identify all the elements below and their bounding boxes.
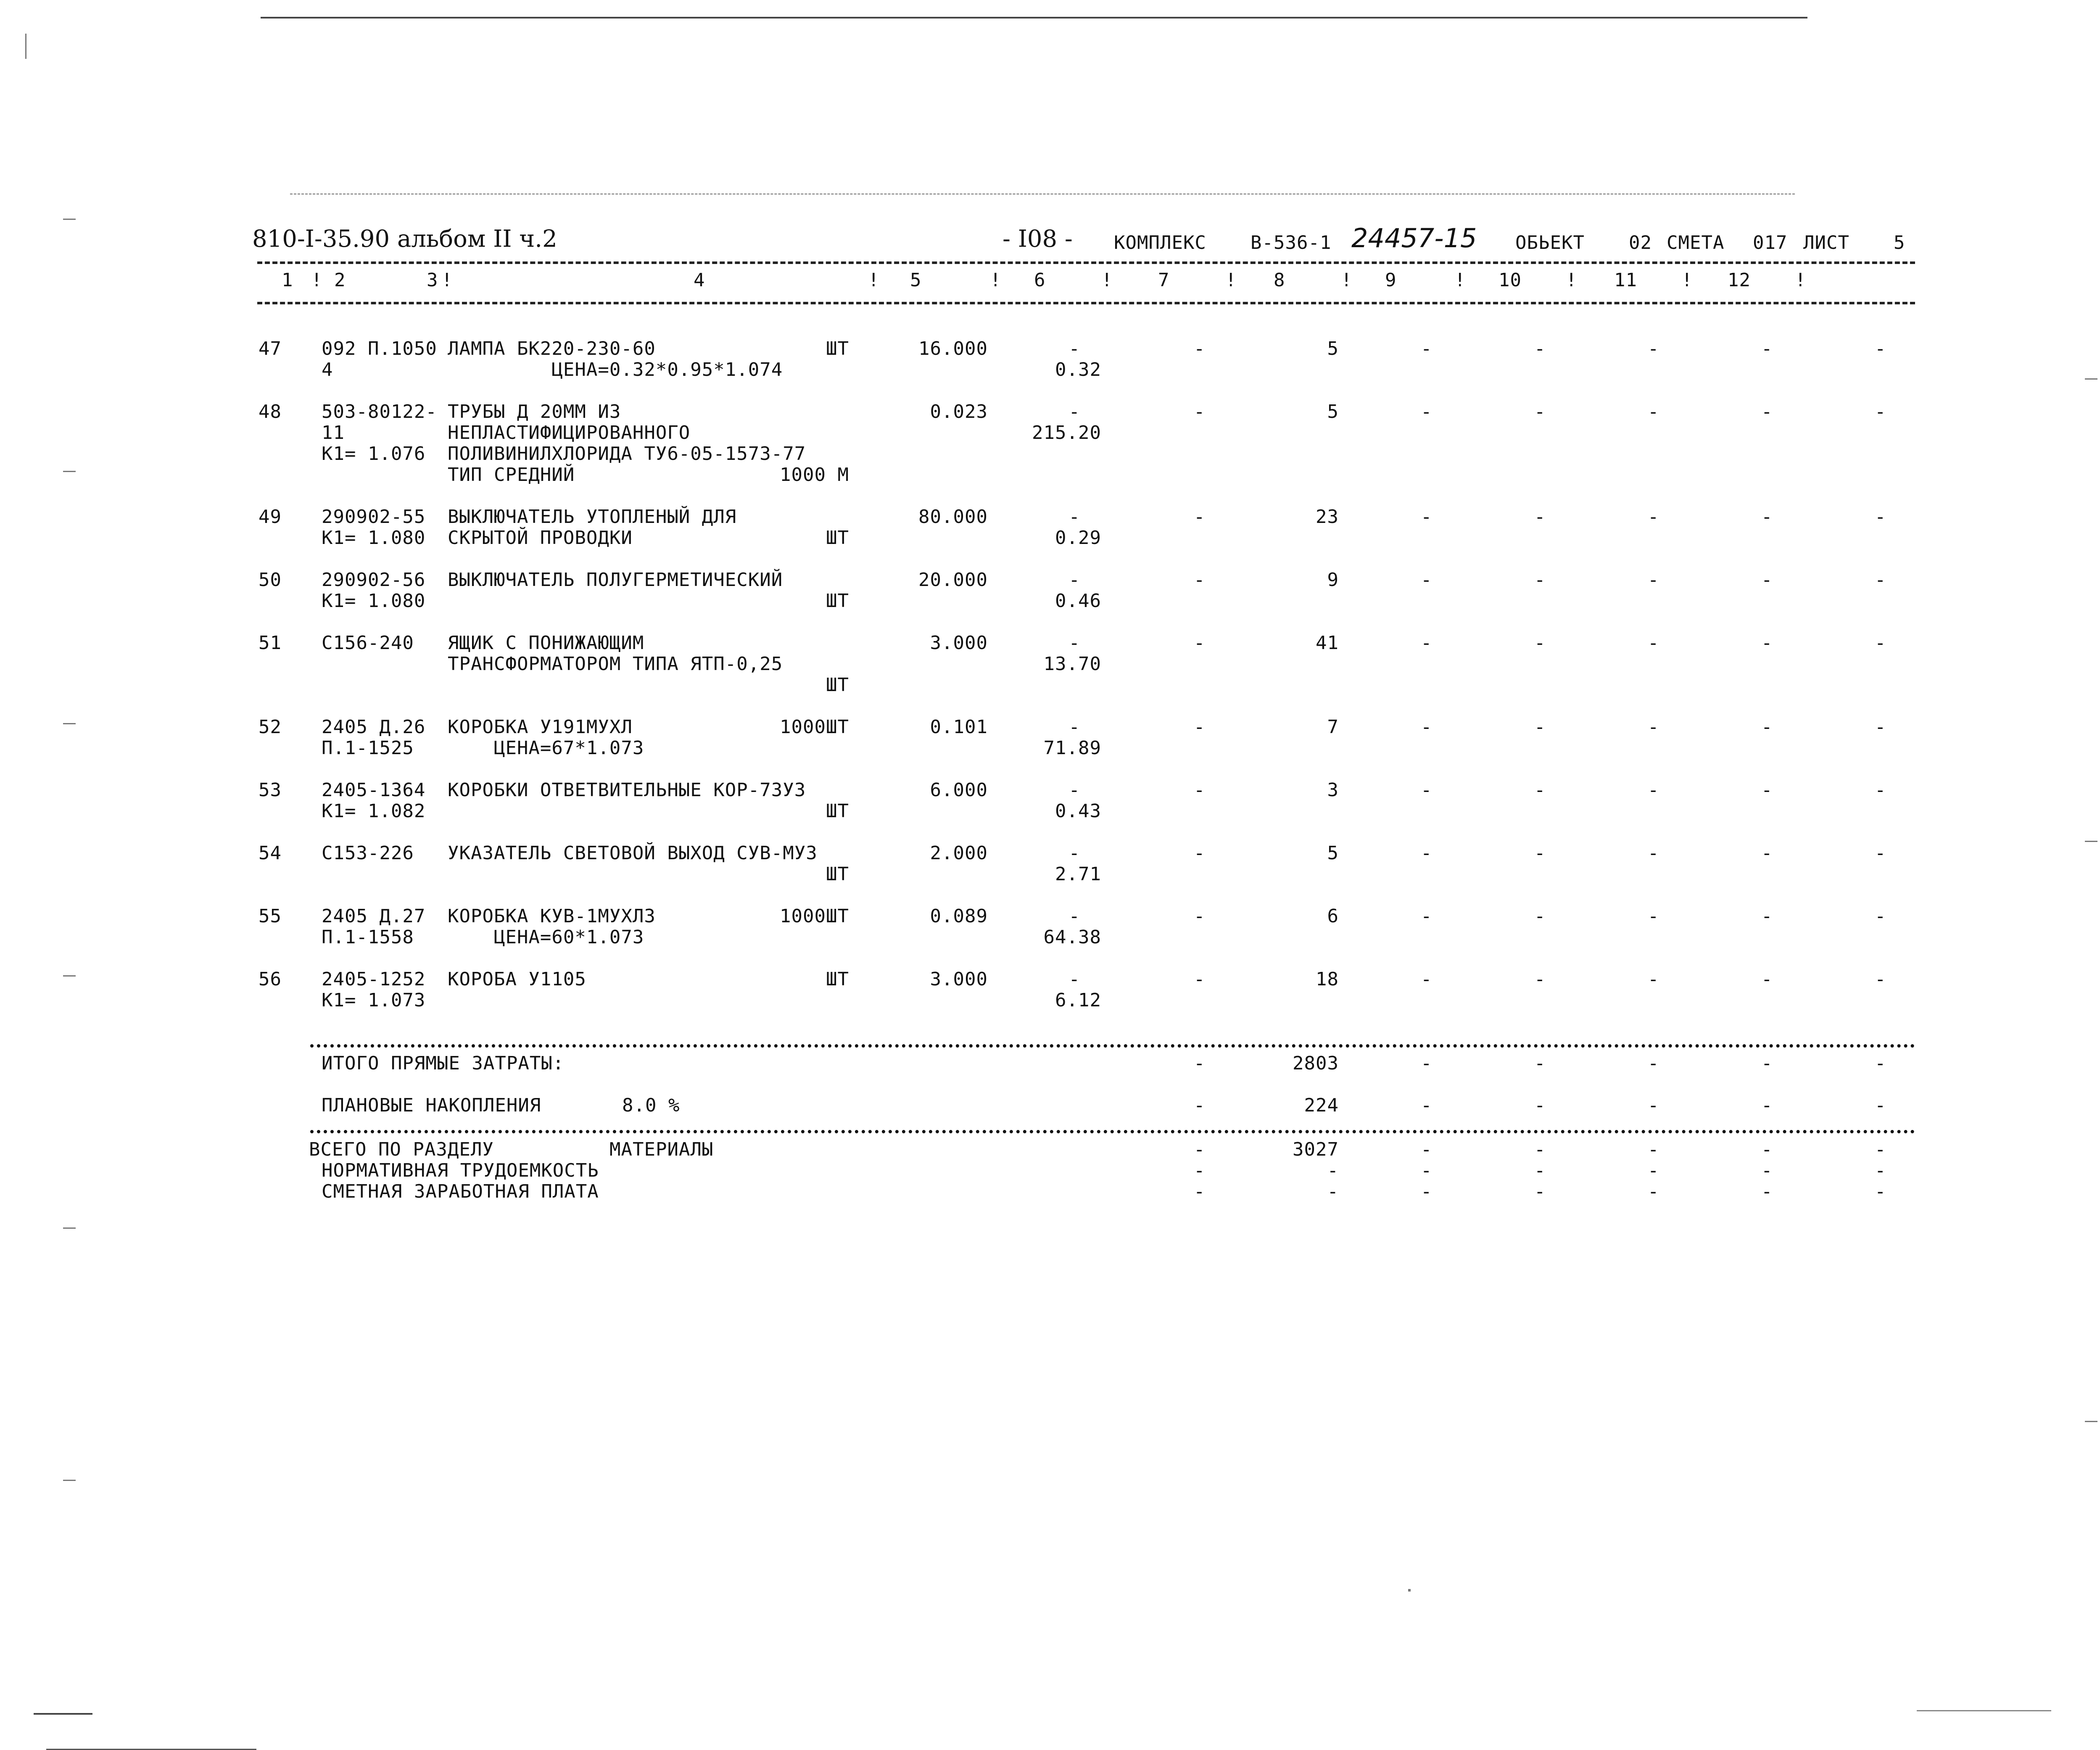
total-nakop-col7: 224 xyxy=(1304,1095,1339,1116)
row-code: К1= 1.073 xyxy=(322,990,426,1011)
column-divider-mark: ! xyxy=(441,269,453,291)
row-code: 11 xyxy=(322,422,345,443)
row-quantity: 16.000 xyxy=(918,338,988,359)
kompleks-value: В-536-1 xyxy=(1251,232,1332,253)
row-col12: - xyxy=(1875,506,1886,528)
row-col10: - xyxy=(1648,569,1659,591)
row-col5-dash: - xyxy=(1068,716,1080,738)
row-col8: - xyxy=(1421,569,1433,591)
row-total-cost: 7 xyxy=(1327,716,1339,738)
row-col9: - xyxy=(1534,779,1546,801)
row-total-cost: 18 xyxy=(1316,969,1339,990)
row-total-cost: 5 xyxy=(1327,338,1339,359)
row-col11: - xyxy=(1761,905,1773,927)
column-header-9: 9 xyxy=(1385,269,1397,291)
scan-speck xyxy=(25,34,26,59)
row-col9: - xyxy=(1534,401,1546,422)
row-unit-price: 6.12 xyxy=(1055,990,1101,1011)
row-col6: - xyxy=(1194,842,1206,864)
column-header-12: 12 xyxy=(1728,269,1751,291)
row-code: 2405 Д.27 xyxy=(322,905,426,927)
total-trud-label: НОРМАТИВНАЯ ТРУДОЕМКОСТЬ xyxy=(322,1160,599,1181)
handwritten-number: 24457-15 xyxy=(1351,223,1477,253)
total-nakop-col12: - xyxy=(1875,1095,1886,1116)
row-col6: - xyxy=(1194,569,1206,591)
column-header-10: 10 xyxy=(1498,269,1522,291)
totals-separator-middle xyxy=(310,1130,1915,1133)
row-col11: - xyxy=(1761,401,1773,422)
row-col6: - xyxy=(1194,969,1206,990)
total-vsego-col10: - xyxy=(1648,1139,1659,1160)
row-code: 092 П.1050 xyxy=(322,338,437,359)
row-unit: ШТ xyxy=(826,674,849,696)
row-total-cost: 23 xyxy=(1316,506,1339,528)
row-col5-dash: - xyxy=(1068,506,1080,528)
column-header-7: 7 xyxy=(1158,269,1170,291)
row-quantity: 0.089 xyxy=(930,905,988,927)
total-zarplata-col9: - xyxy=(1534,1181,1546,1202)
row-col9: - xyxy=(1534,569,1546,591)
total-nakop-col6: - xyxy=(1194,1095,1206,1116)
scan-speck xyxy=(63,219,76,220)
row-col8: - xyxy=(1421,716,1433,738)
row-col11: - xyxy=(1761,969,1773,990)
row-number: 47 xyxy=(259,338,282,359)
row-number: 55 xyxy=(259,905,282,927)
row-code: 2405 Д.26 xyxy=(322,716,426,738)
total-vsego-col7: 3027 xyxy=(1293,1139,1339,1160)
list-value: 5 xyxy=(1894,232,1905,253)
row-col10: - xyxy=(1648,779,1659,801)
row-description: ЛАМПА БК220-230-60 xyxy=(448,338,656,359)
row-col8: - xyxy=(1421,632,1433,654)
row-description: ВЫКЛЮЧАТЕЛЬ УТОПЛЕНЫЙ ДЛЯ xyxy=(448,506,737,528)
column-header-8: 8 xyxy=(1274,269,1285,291)
row-number: 48 xyxy=(259,401,282,422)
row-col12: - xyxy=(1875,969,1886,990)
row-col10: - xyxy=(1648,842,1659,864)
row-col9: - xyxy=(1534,338,1546,359)
row-col8: - xyxy=(1421,842,1433,864)
total-nakop-col8: - xyxy=(1421,1095,1433,1116)
row-code: С156-240 xyxy=(322,632,414,654)
total-trud-col12: - xyxy=(1875,1160,1886,1181)
row-unit: ШТ xyxy=(826,527,849,549)
album-title: 810-I-35.90 альбом II ч.2 xyxy=(252,225,557,253)
kompleks-label: КОМПЛЕКС xyxy=(1114,232,1206,253)
row-col11: - xyxy=(1761,716,1773,738)
row-unit: 1000ШТ xyxy=(780,905,849,927)
row-col6: - xyxy=(1194,338,1206,359)
row-description: СКРЫТОЙ ПРОВОДКИ xyxy=(448,527,633,549)
column-divider-mark: ! xyxy=(1566,269,1578,291)
row-code: 2405-1252 xyxy=(322,969,426,990)
column-divider-mark: ! xyxy=(1225,269,1237,291)
row-col6: - xyxy=(1194,401,1206,422)
row-description: КОРОБА У1105 xyxy=(448,969,586,990)
scan-speck xyxy=(2085,378,2097,380)
row-number: 54 xyxy=(259,842,282,864)
row-unit-price: 215.20 xyxy=(1032,422,1101,443)
row-col10: - xyxy=(1648,506,1659,528)
row-col8: - xyxy=(1421,338,1433,359)
row-col12: - xyxy=(1875,569,1886,591)
row-unit: ШТ xyxy=(826,590,849,612)
total-trud-col8: - xyxy=(1421,1160,1433,1181)
row-total-cost: 3 xyxy=(1327,779,1339,801)
scan-speck xyxy=(2085,1421,2097,1422)
row-col11: - xyxy=(1761,506,1773,528)
column-header-11: 11 xyxy=(1614,269,1637,291)
scan-bottom-left-line xyxy=(34,1713,92,1715)
row-col10: - xyxy=(1648,716,1659,738)
row-code: 290902-56 xyxy=(322,569,426,591)
row-quantity: 20.000 xyxy=(918,569,988,591)
total-vsego-col11: - xyxy=(1761,1139,1773,1160)
row-col12: - xyxy=(1875,401,1886,422)
vsego-section-name: МАТЕРИАЛЫ xyxy=(609,1139,714,1160)
row-unit: 1000ШТ xyxy=(780,716,849,738)
totals-separator-top xyxy=(310,1044,1915,1048)
row-quantity: 3.000 xyxy=(930,632,988,654)
row-unit: ШТ xyxy=(826,969,849,990)
row-description: ЦЕНА=60*1.073 xyxy=(448,926,644,948)
row-unit: ШТ xyxy=(826,800,849,822)
row-total-cost: 5 xyxy=(1327,401,1339,422)
row-total-cost: 41 xyxy=(1316,632,1339,654)
row-description: ТРУБЫ Д 20ММ ИЗ xyxy=(448,401,621,422)
row-code: К1= 1.082 xyxy=(322,800,426,822)
column-header-5: 5 xyxy=(910,269,922,291)
total-zarplata-label: СМЕТНАЯ ЗАРАБОТНАЯ ПЛАТА xyxy=(322,1181,599,1202)
row-col8: - xyxy=(1421,779,1433,801)
total-itogo-col7: 2803 xyxy=(1293,1053,1339,1074)
total-zarplata-col7: - xyxy=(1327,1181,1339,1202)
scan-speck xyxy=(63,975,76,977)
row-col12: - xyxy=(1875,716,1886,738)
row-unit: 1000 М xyxy=(780,464,849,486)
total-zarplata-col6: - xyxy=(1194,1181,1206,1202)
total-vsego-label: ВСЕГО ПО РАЗДЕЛУ xyxy=(309,1139,494,1160)
row-col6: - xyxy=(1194,716,1206,738)
total-itogo-col11: - xyxy=(1761,1053,1773,1074)
column-header-1: 1 xyxy=(282,269,293,291)
row-col9: - xyxy=(1534,632,1546,654)
total-zarplata-col11: - xyxy=(1761,1181,1773,1202)
total-itogo-col9: - xyxy=(1534,1053,1546,1074)
row-code: 4 xyxy=(322,359,333,380)
header-separator-bottom xyxy=(257,302,1915,304)
row-unit-price: 0.29 xyxy=(1055,527,1101,549)
row-code: 2405-1364 xyxy=(322,779,426,801)
list-label: ЛИСТ xyxy=(1803,232,1849,253)
row-unit-price: 71.89 xyxy=(1043,737,1101,759)
row-description: ЦЕНА=67*1.073 xyxy=(448,737,644,759)
row-col5-dash: - xyxy=(1068,779,1080,801)
row-col8: - xyxy=(1421,506,1433,528)
row-quantity: 2.000 xyxy=(930,842,988,864)
row-code: К1= 1.080 xyxy=(322,527,426,549)
row-description: ЦЕНА=0.32*0.95*1.074 xyxy=(448,359,783,380)
row-col10: - xyxy=(1648,905,1659,927)
total-itogo-col12: - xyxy=(1875,1053,1886,1074)
row-description: УКАЗАТЕЛЬ СВЕТОВОЙ ВЫХОД СУВ-МУЗ xyxy=(448,842,818,864)
row-col11: - xyxy=(1761,632,1773,654)
row-code: 503-80122- xyxy=(322,401,437,422)
row-col11: - xyxy=(1761,842,1773,864)
row-col6: - xyxy=(1194,905,1206,927)
total-vsego-col6: - xyxy=(1194,1139,1206,1160)
row-quantity: 6.000 xyxy=(930,779,988,801)
row-description: КОРОБКИ ОТВЕТВИТЕЛЬНЫЕ КОР-73У3 xyxy=(448,779,806,801)
row-col8: - xyxy=(1421,905,1433,927)
row-col5-dash: - xyxy=(1068,632,1080,654)
scan-speck xyxy=(63,471,76,472)
row-col6: - xyxy=(1194,779,1206,801)
row-code: К1= 1.076 xyxy=(322,443,426,465)
row-number: 53 xyxy=(259,779,282,801)
row-col9: - xyxy=(1534,716,1546,738)
total-nakop-label: ПЛАНОВЫЕ НАКОПЛЕНИЯ xyxy=(322,1095,541,1116)
row-unit-price: 0.32 xyxy=(1055,359,1101,380)
row-col5-dash: - xyxy=(1068,842,1080,864)
row-total-cost: 5 xyxy=(1327,842,1339,864)
row-col10: - xyxy=(1648,401,1659,422)
total-trud-col11: - xyxy=(1761,1160,1773,1181)
row-col5-dash: - xyxy=(1068,338,1080,359)
row-col6: - xyxy=(1194,506,1206,528)
row-description: КОРОБКА КУВ-1МУХЛЗ xyxy=(448,905,656,927)
row-col9: - xyxy=(1534,969,1546,990)
row-col9: - xyxy=(1534,905,1546,927)
total-itogo-label: ИТОГО ПРЯМЫЕ ЗАТРАТЫ: xyxy=(322,1053,565,1074)
scan-speck xyxy=(63,1227,76,1229)
row-number: 52 xyxy=(259,716,282,738)
total-vsego-col12: - xyxy=(1875,1139,1886,1160)
header-separator-top xyxy=(257,261,1915,264)
scan-speck xyxy=(1408,1589,1411,1592)
row-description: ТИП СРЕДНИЙ xyxy=(448,464,575,486)
page-number: - I08 - xyxy=(1003,225,1073,253)
row-col11: - xyxy=(1761,338,1773,359)
row-quantity: 80.000 xyxy=(918,506,988,528)
total-vsego-col9: - xyxy=(1534,1139,1546,1160)
row-unit-price: 13.70 xyxy=(1043,653,1101,675)
row-description: ПОЛИВИНИЛХЛОРИДА ТУ6-05-1573-77 xyxy=(448,443,806,465)
row-unit: ШТ xyxy=(826,338,849,359)
row-unit-price: 2.71 xyxy=(1055,863,1101,885)
column-divider-mark: ! xyxy=(1795,269,1807,291)
scan-bottom-right-line xyxy=(1917,1710,2051,1711)
column-header-4: 4 xyxy=(694,269,705,291)
row-col8: - xyxy=(1421,401,1433,422)
total-nakop-col10: - xyxy=(1648,1095,1659,1116)
row-col5-dash: - xyxy=(1068,905,1080,927)
scan-speck xyxy=(2085,841,2097,842)
column-divider-mark: ! xyxy=(1341,269,1353,291)
row-col11: - xyxy=(1761,569,1773,591)
row-description: ЯЩИК С ПОНИЖАЮЩИМ xyxy=(448,632,644,654)
scan-speck xyxy=(63,723,76,724)
scan-top-faint-line xyxy=(290,193,1795,195)
row-code: 290902-55 xyxy=(322,506,426,528)
nakop-percent: 8.0 % xyxy=(622,1095,680,1116)
row-col10: - xyxy=(1648,969,1659,990)
row-quantity: 0.101 xyxy=(930,716,988,738)
column-header-3: 3 xyxy=(427,269,438,291)
row-quantity: 0.023 xyxy=(930,401,988,422)
row-unit-price: 0.43 xyxy=(1055,800,1101,822)
row-code: П.1-1525 xyxy=(322,737,414,759)
total-itogo-col6: - xyxy=(1194,1053,1206,1074)
total-zarplata-col10: - xyxy=(1648,1181,1659,1202)
row-description: НЕПЛАСТИФИЦИРОВАННОГО xyxy=(448,422,691,443)
total-trud-col6: - xyxy=(1194,1160,1206,1181)
row-col12: - xyxy=(1875,779,1886,801)
row-description: ВЫКЛЮЧАТЕЛЬ ПОЛУГЕРМЕТИЧЕСКИЙ xyxy=(448,569,783,591)
row-col12: - xyxy=(1875,632,1886,654)
column-header-6: 6 xyxy=(1034,269,1046,291)
row-col8: - xyxy=(1421,969,1433,990)
column-divider-mark: ! xyxy=(1681,269,1693,291)
total-vsego-col8: - xyxy=(1421,1139,1433,1160)
scan-top-line xyxy=(261,17,1807,18)
scan-speck xyxy=(63,1480,76,1481)
row-total-cost: 6 xyxy=(1327,905,1339,927)
column-header-2: 2 xyxy=(334,269,346,291)
row-description: КОРОБКА У191МУХЛ xyxy=(448,716,633,738)
column-divider-mark: ! xyxy=(1101,269,1113,291)
row-col5-dash: - xyxy=(1068,969,1080,990)
total-zarplata-col8: - xyxy=(1421,1181,1433,1202)
column-divider-mark: ! xyxy=(1454,269,1466,291)
row-col10: - xyxy=(1648,632,1659,654)
row-number: 50 xyxy=(259,569,282,591)
total-trud-col9: - xyxy=(1534,1160,1546,1181)
row-number: 49 xyxy=(259,506,282,528)
row-col12: - xyxy=(1875,905,1886,927)
smeta-value: 017 xyxy=(1753,232,1788,253)
obekt-label: ОБЬЕКТ xyxy=(1515,232,1585,253)
row-unit-price: 0.46 xyxy=(1055,590,1101,612)
row-code: К1= 1.080 xyxy=(322,590,426,612)
row-unit-price: 64.38 xyxy=(1043,926,1101,948)
smeta-label: СМЕТА xyxy=(1667,232,1725,253)
row-number: 56 xyxy=(259,969,282,990)
row-col6: - xyxy=(1194,632,1206,654)
row-col11: - xyxy=(1761,779,1773,801)
column-divider-mark: ! xyxy=(868,269,880,291)
column-divider-mark: ! xyxy=(990,269,1002,291)
column-divider-mark: ! xyxy=(311,269,323,291)
obekt-value: 02 xyxy=(1629,232,1652,253)
total-trud-col10: - xyxy=(1648,1160,1659,1181)
row-col9: - xyxy=(1534,506,1546,528)
total-nakop-col11: - xyxy=(1761,1095,1773,1116)
row-col9: - xyxy=(1534,842,1546,864)
total-trud-col7: - xyxy=(1327,1160,1339,1181)
row-total-cost: 9 xyxy=(1327,569,1339,591)
row-unit: ШТ xyxy=(826,863,849,885)
row-col12: - xyxy=(1875,842,1886,864)
row-description: ТРАНСФОРМАТОРОМ ТИПА ЯТП-0,25 xyxy=(448,653,783,675)
row-col5-dash: - xyxy=(1068,401,1080,422)
row-col12: - xyxy=(1875,338,1886,359)
row-col10: - xyxy=(1648,338,1659,359)
total-zarplata-col12: - xyxy=(1875,1181,1886,1202)
row-code: П.1-1558 xyxy=(322,926,414,948)
total-nakop-col9: - xyxy=(1534,1095,1546,1116)
row-col5-dash: - xyxy=(1068,569,1080,591)
row-quantity: 3.000 xyxy=(930,969,988,990)
total-itogo-col8: - xyxy=(1421,1053,1433,1074)
row-number: 51 xyxy=(259,632,282,654)
total-itogo-col10: - xyxy=(1648,1053,1659,1074)
row-code: С153-226 xyxy=(322,842,414,864)
